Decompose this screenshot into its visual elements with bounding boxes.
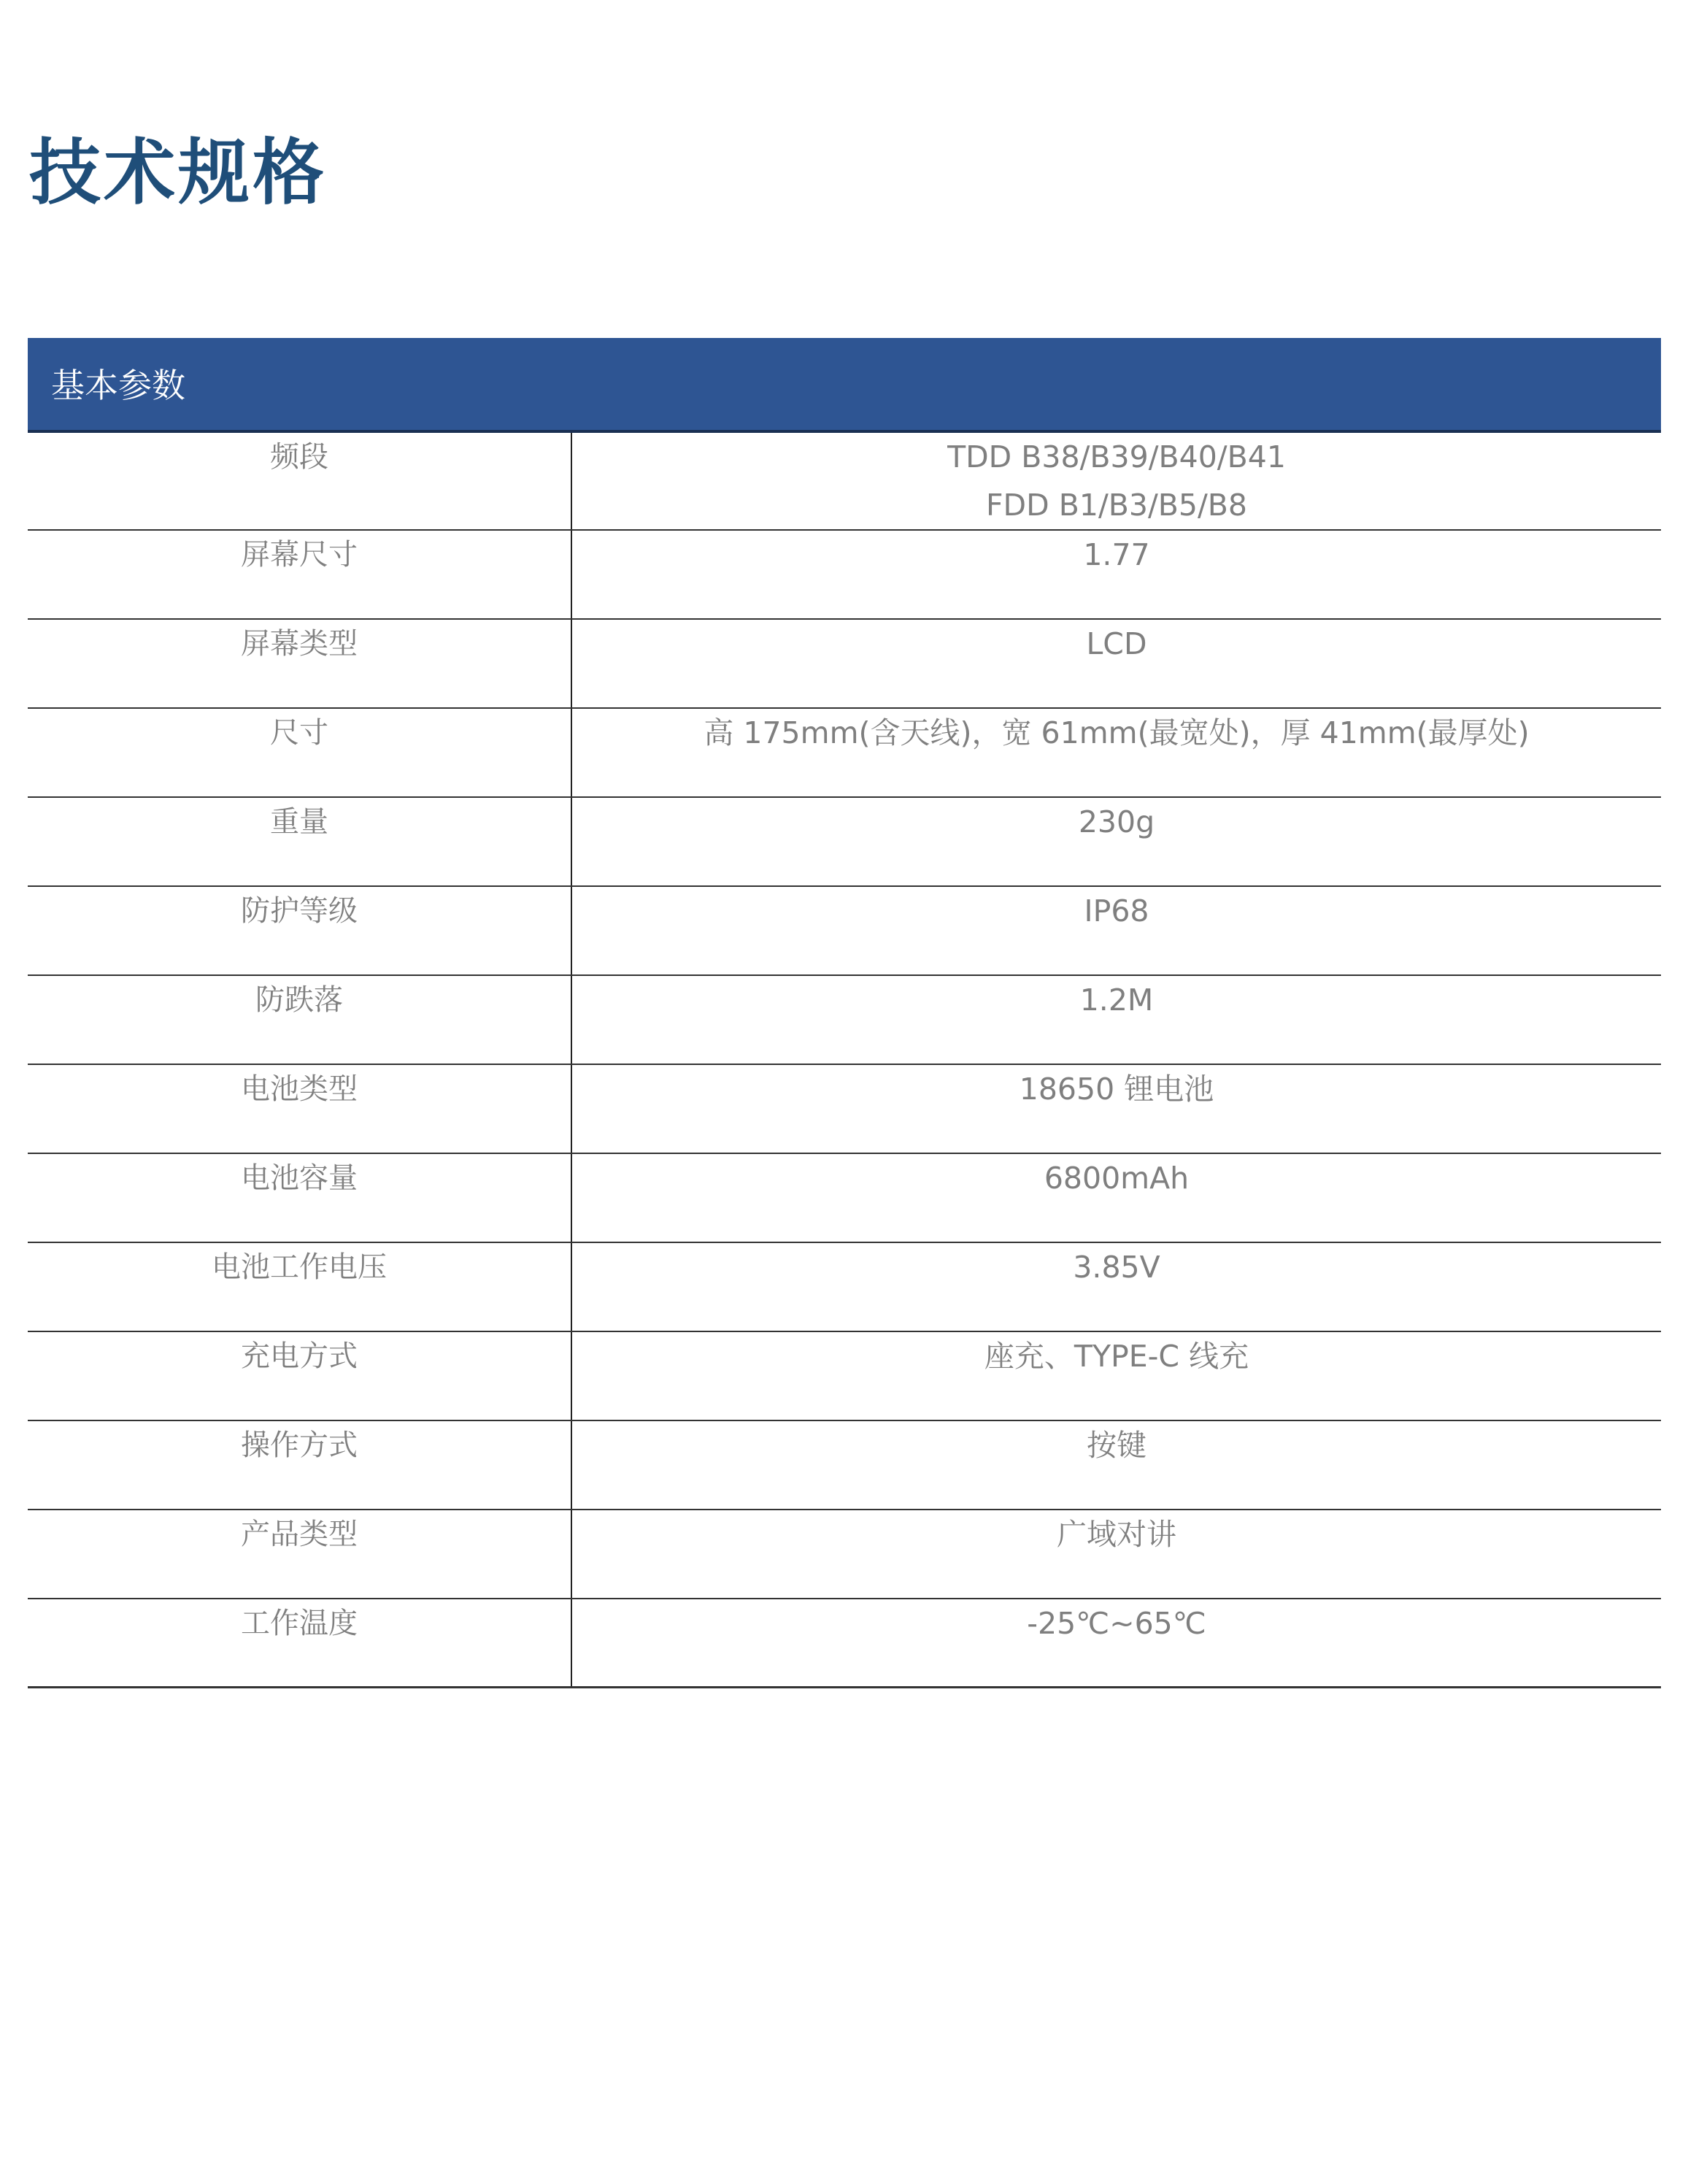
row-label: 屏幕类型: [28, 620, 572, 707]
table-row-screen-type: [28, 620, 1661, 709]
row-value: 1.2M: [1079, 983, 1154, 1018]
row-label: 屏幕尺寸: [28, 531, 572, 618]
row-value-line: TDD B38/B39/B40/B41: [947, 439, 1286, 474]
row-value: 1.77: [1083, 537, 1150, 572]
table-row-weight: [28, 798, 1661, 887]
row-value: 座充、TYPE-C 线充: [984, 1339, 1249, 1374]
table-row-operation-method: [28, 1421, 1661, 1510]
table-row-screen-size: [28, 531, 1661, 620]
table-row-battery-voltage: [28, 1243, 1661, 1332]
table-row-product-type: [28, 1510, 1661, 1599]
table-row-band: [28, 433, 1661, 531]
page-title: 技术规格: [29, 131, 328, 215]
row-value: 18650 锂电池: [1019, 1072, 1214, 1107]
row-value-line: FDD B1/B3/B5/B8: [985, 488, 1248, 523]
row-label: 工作温度: [28, 1599, 572, 1686]
row-label: 频段: [28, 433, 572, 529]
row-value: 按键: [1087, 1428, 1146, 1463]
row-label: 产品类型: [28, 1510, 572, 1598]
row-label: 电池容量: [28, 1154, 572, 1242]
row-value: IP68: [1084, 893, 1149, 928]
row-value: 高 175mm(含天线)，宽 61mm(最宽处)，厚 41mm(最厚处): [704, 715, 1530, 750]
row-label: 重量: [28, 798, 572, 885]
row-value: -25℃~65℃: [1027, 1606, 1206, 1641]
table-header: 基本参数: [28, 338, 1661, 433]
row-value: 广域对讲: [1057, 1517, 1176, 1552]
row-label: 操作方式: [28, 1421, 572, 1509]
row-value: [572, 433, 1661, 529]
row-value: 3.85V: [1073, 1250, 1160, 1285]
row-label: 电池工作电压: [28, 1243, 572, 1331]
spec-table: [28, 338, 1661, 1688]
row-value: LCD: [1086, 626, 1147, 661]
row-value: 6800mAh: [1044, 1161, 1190, 1196]
row-label: 尺寸: [28, 709, 572, 796]
row-label: 防护等级: [28, 887, 572, 974]
table-row-protection-rating: [28, 887, 1661, 976]
table-row-operating-temperature: [28, 1599, 1661, 1688]
row-value: 230g: [1078, 804, 1155, 839]
table-row-battery-capacity: [28, 1154, 1661, 1243]
row-label: 电池类型: [28, 1065, 572, 1153]
table-row-dimensions: [28, 709, 1661, 798]
row-label: 充电方式: [28, 1332, 572, 1420]
table-row-drop-resistance: [28, 976, 1661, 1065]
table-row-charging-method: [28, 1332, 1661, 1421]
row-label: 防跌落: [28, 976, 572, 1064]
table-row-battery-type: [28, 1065, 1661, 1154]
